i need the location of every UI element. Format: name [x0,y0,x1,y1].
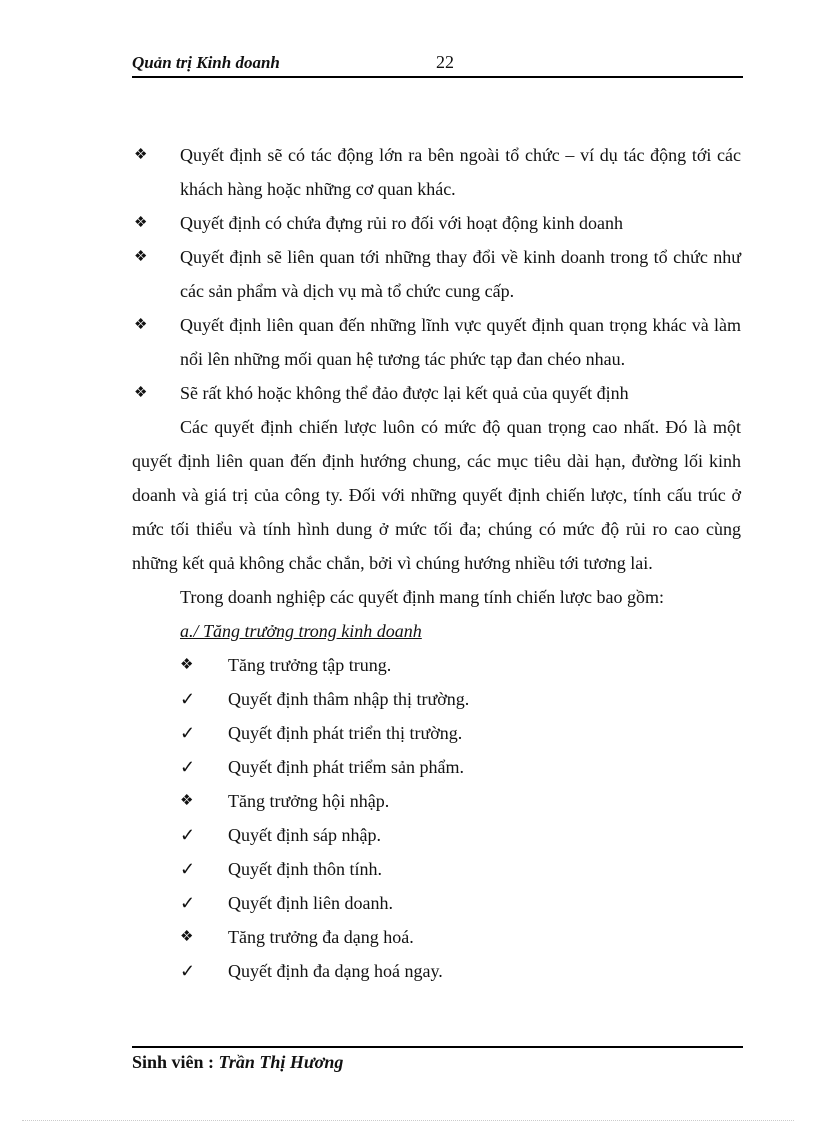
check-icon: ✓ [180,723,196,743]
check-icon: ✓ [180,859,196,879]
sub-item: ❖ Tăng trưởng tập trung. [132,648,741,682]
author-name: Trần Thị Hương [218,1052,344,1072]
section-heading: a./ Tăng trưởng trong kinh doanh [180,621,422,641]
sub-item: ✓ Quyết định phát triển thị trường. [132,716,741,750]
sub-item: ✓ Quyết định sáp nhập. [132,818,741,852]
diamond-bullet-icon: ❖ [180,657,194,673]
sub-item: ✓ Quyết định thâm nhập thị trường. [132,682,741,716]
bullet-item: ❖ Quyết định có chứa đựng rủi ro đối với hoạt động kinh doanh [132,206,741,240]
page-footer [132,1046,743,1073]
check-icon: ✓ [180,893,196,913]
diamond-bullet-icon: ❖ [134,385,148,401]
sub-item: ✓ Quyết định thôn tính. [132,852,741,886]
check-icon: ✓ [180,757,196,777]
page-header [132,50,743,78]
bullet-item: ❖ Quyết định sẽ liên quan tới những thay đổi về kinh doanh trong tổ chức như các sản phẩm và dịch vụ mà tổ chức cung cấp. [132,240,741,308]
page-number: 22 [436,52,454,72]
document-body [132,138,741,988]
header-title: Quản trị Kinh doanh [132,53,280,72]
sub-item: ✓ Quyết định đa dạng hoá ngay. [132,954,741,988]
check-icon: ✓ [180,825,196,845]
diamond-bullet-icon: ❖ [134,147,148,163]
sub-item: ❖ Tăng trưởng đa dạng hoá. [132,920,741,954]
diamond-bullet-icon: ❖ [180,929,194,945]
page-edge-divider [22,1120,794,1121]
diamond-bullet-icon: ❖ [134,317,148,333]
check-icon: ✓ [180,961,196,981]
bullet-item: ❖ Quyết định sẽ có tác động lớn ra bên ngoài tổ chức – ví dụ tác động tới các khách hàng hoặc những cơ quan khác. [132,138,741,206]
diamond-bullet-icon: ❖ [180,793,194,809]
footer-label: Sinh viên : [132,1052,215,1072]
body-paragraph: Trong doanh nghiệp các quyết định mang tính chiến lược bao gồm: [180,587,665,607]
check-icon: ✓ [180,689,196,709]
sub-item: ✓ Quyết định phát triểm sản phẩm. [132,750,741,784]
sub-item: ✓ Quyết định liên doanh. [132,886,741,920]
diamond-bullet-icon: ❖ [134,249,148,265]
bullet-item: ❖ Sẽ rất khó hoặc không thể đảo được lại kết quả của quyết định [132,376,741,410]
sub-item: ❖ Tăng trưởng hội nhập. [132,784,741,818]
bullet-item: ❖ Quyết định liên quan đến những lĩnh vực quyết định quan trọng khác và làm nổi lên những mối quan hệ tương tác phức tạp đan chéo nhau. [132,308,741,376]
diamond-bullet-icon: ❖ [134,215,148,231]
body-paragraph: Các quyết định chiến lược luôn có mức độ quan trọng cao nhất. Đó là một quyết định liên quan đến định hướng chung, các mục tiêu dài hạn, đường lối kinh doanh và giá trị của công ty. Đối với những quyết định chiến lược, tính cấu trúc ở mức tối thiểu và tính hình dung ở mức tối đa; chúng có mức độ rủi ro cao cùng những kết quả không chắc chắn, bởi vì chúng hướng nhiều tới tương lai. [132,417,741,573]
